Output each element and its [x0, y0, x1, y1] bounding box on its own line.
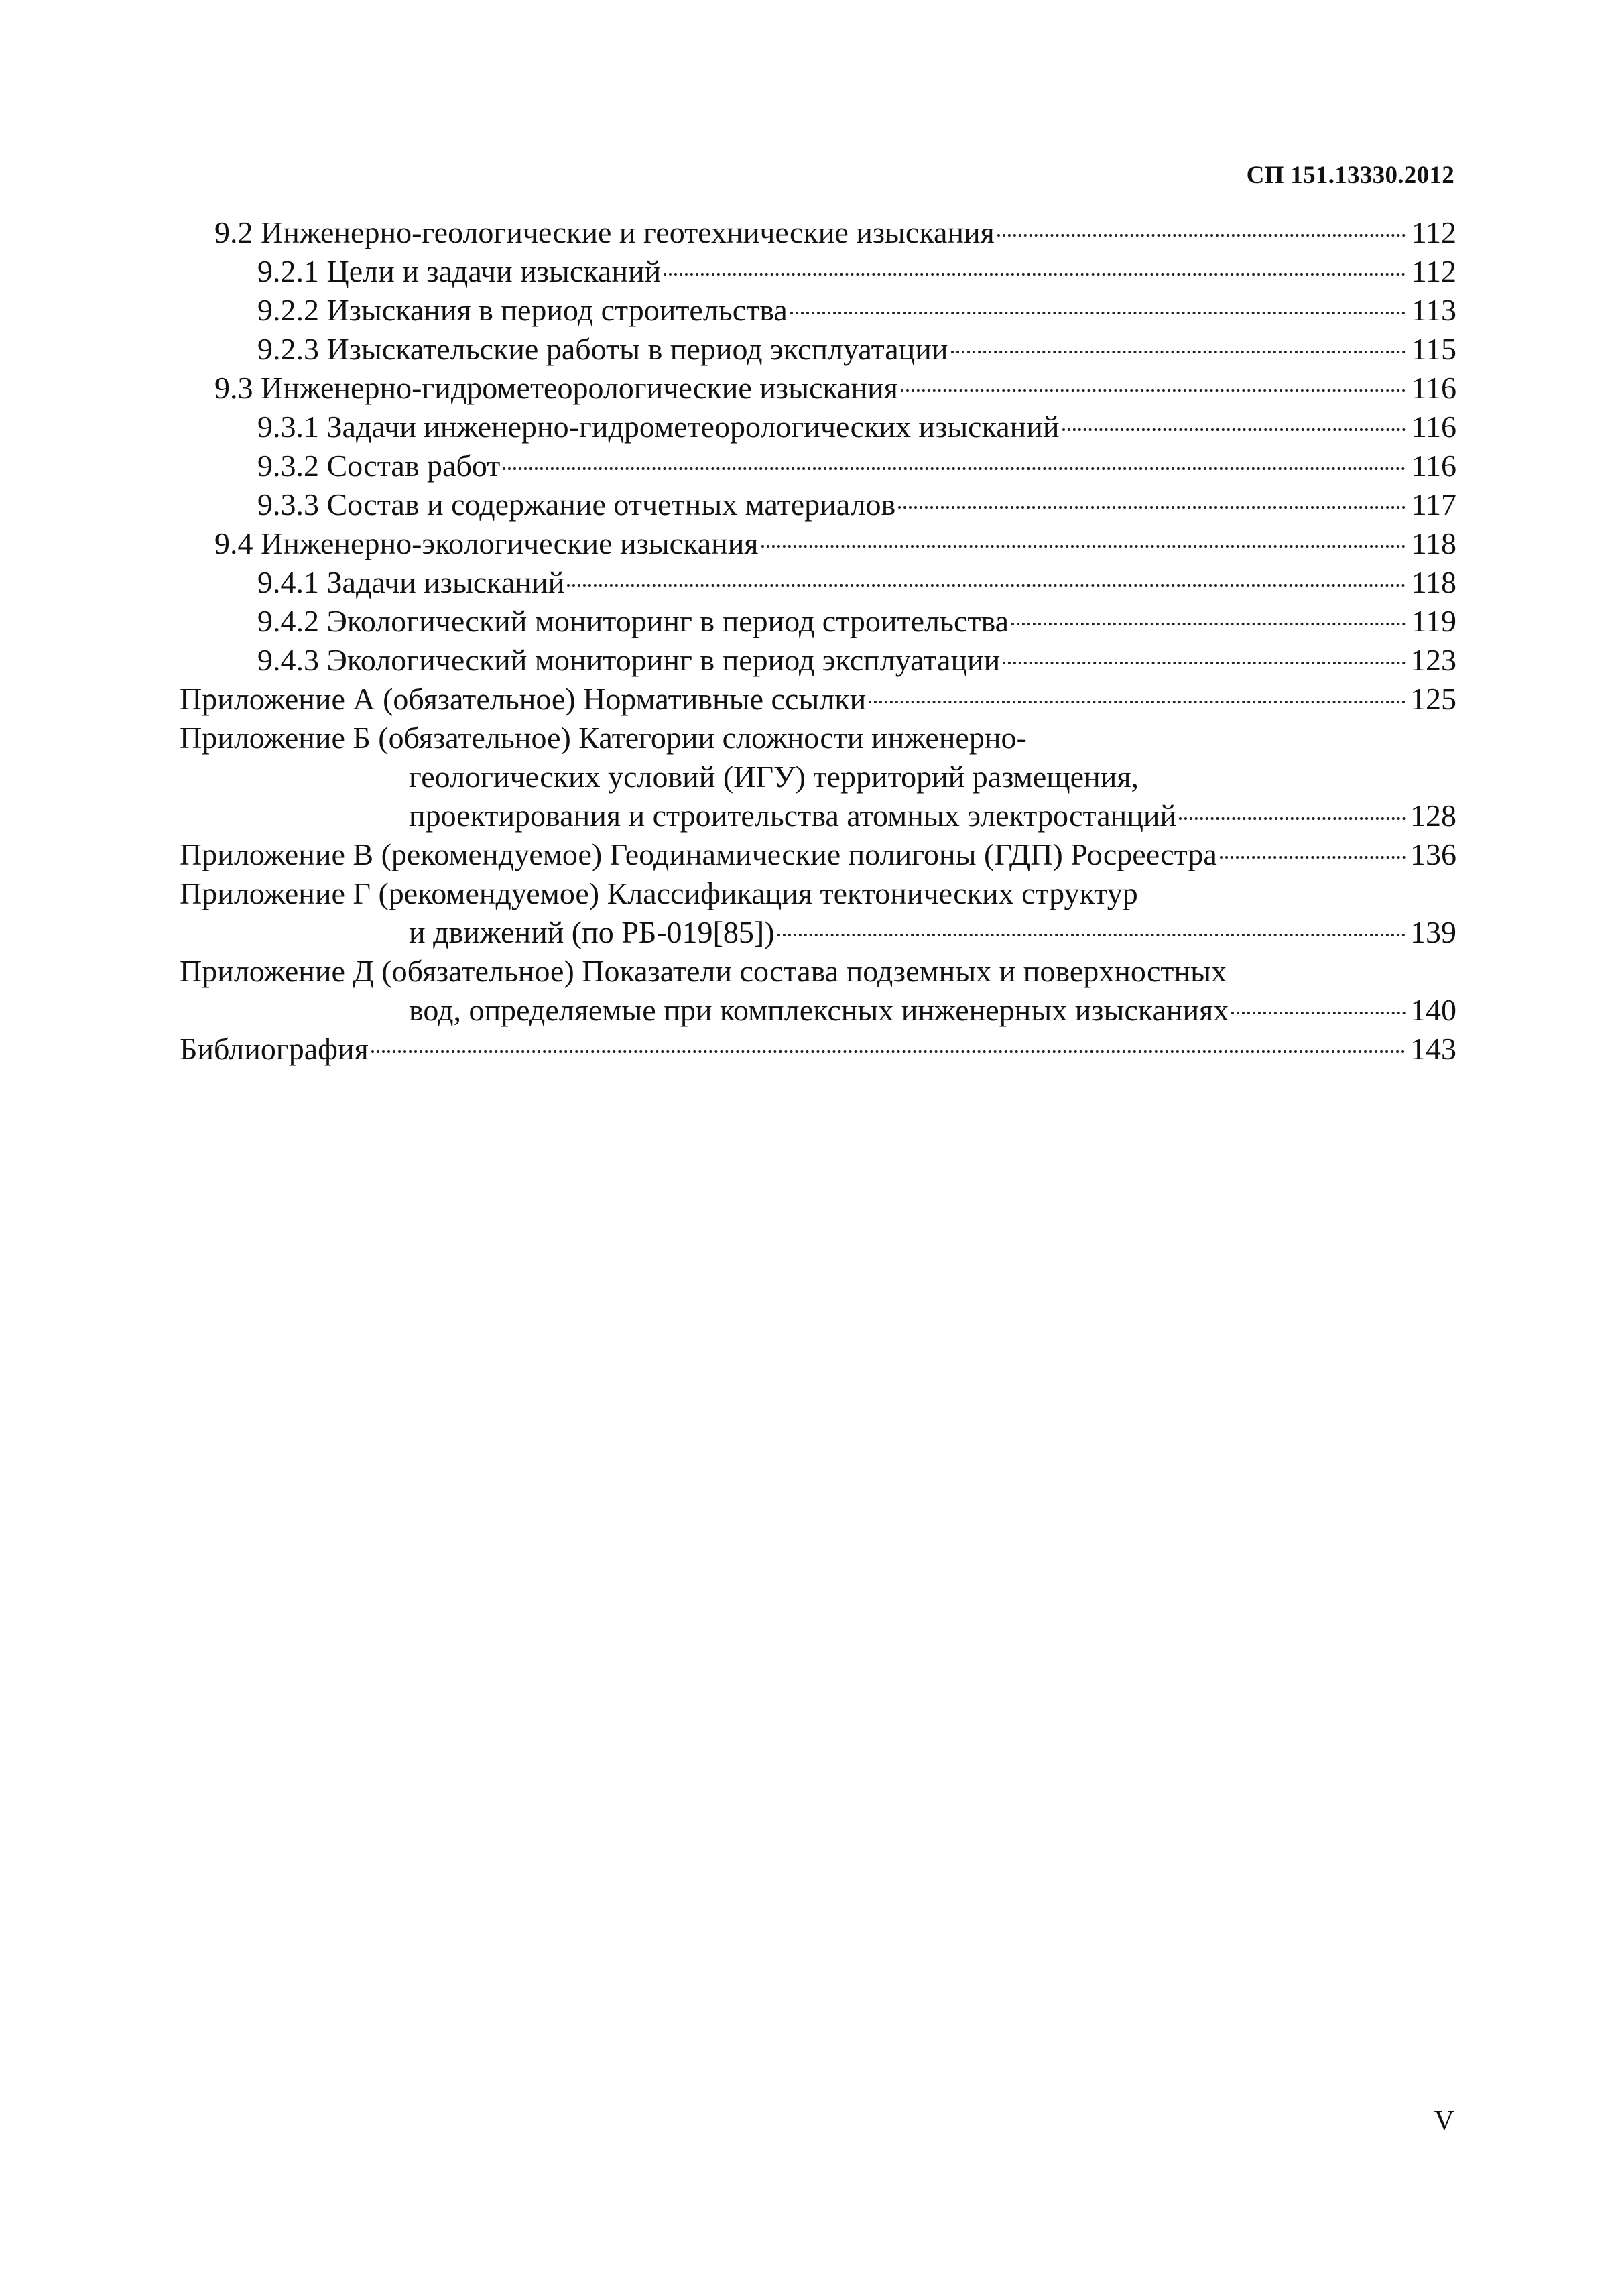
toc-entry-title: Приложение Д (обязательное) Показатели состава подземных и поверхностных — [180, 954, 1227, 988]
toc-entry[interactable] — [180, 602, 1456, 641]
toc-entry-page: 136 — [1410, 837, 1456, 871]
dot-leader — [901, 389, 1406, 392]
dot-leader — [869, 701, 1406, 703]
toc-entry-page: 112 — [1411, 254, 1456, 288]
toc-entry-title: и движений (по РБ-019[85]) — [409, 915, 775, 949]
toc-entry-page: 116 — [1411, 448, 1456, 483]
toc-entry-title: Приложение А (обязательное) Нормативные ссылки — [180, 682, 867, 716]
toc-entry-page: 116 — [1411, 410, 1456, 444]
toc-entry-page: 116 — [1411, 371, 1456, 405]
toc-entry-page: 119 — [1411, 604, 1456, 638]
toc-entry-title: Приложение В (рекомендуемое) Геодинамические полигоны (ГДП) Росреестра — [180, 837, 1217, 871]
toc-entry-title: 9.3.2 Состав работ — [257, 448, 501, 483]
document-code-header: СП 151.13330.2012 — [1246, 162, 1454, 189]
toc-entry-title: 9.4.2 Экологический мониторинг в период строительства — [257, 604, 1009, 638]
toc-entry[interactable] — [180, 252, 1456, 291]
dot-leader — [1062, 428, 1406, 431]
toc-entry[interactable] — [180, 874, 1456, 913]
toc-entry-title: 9.2.1 Цели и задачи изысканий — [257, 254, 662, 288]
toc-entry-title: 9.4.3 Экологический мониторинг в период эксплуатации — [257, 643, 1001, 677]
toc-entry-title: проектирования и строительства атомных электростанций — [409, 798, 1177, 833]
toc-entry-page: 112 — [1411, 215, 1456, 249]
toc-entry-continuation[interactable] — [180, 796, 1456, 835]
dot-leader — [898, 506, 1406, 509]
toc-entry-page: 123 — [1410, 643, 1456, 677]
toc-entry[interactable] — [180, 563, 1456, 602]
dot-leader — [664, 273, 1406, 276]
toc-entry-page: 128 — [1410, 798, 1456, 833]
dot-leader — [371, 1050, 1406, 1053]
toc-entry-page: 143 — [1410, 1032, 1456, 1066]
page-number: V — [1434, 2106, 1454, 2136]
dot-leader — [1231, 1012, 1406, 1014]
toc-entry-page: 125 — [1410, 682, 1456, 716]
toc-entry[interactable] — [180, 446, 1456, 485]
toc-entry[interactable] — [180, 835, 1456, 874]
toc-entry[interactable] — [180, 408, 1456, 446]
toc-entry-page: 115 — [1411, 332, 1456, 366]
dot-leader — [790, 312, 1406, 314]
toc-entry-title: Приложение Б (обязательное) Категории сложности инженерно- — [180, 721, 1027, 755]
toc-entry-title: 9.3.3 Состав и содержание отчетных материалов — [257, 487, 896, 522]
dot-leader — [777, 934, 1406, 936]
toc-entry-page: 113 — [1411, 293, 1456, 327]
toc-entry-title: 9.4 Инженерно-экологические изыскания — [214, 526, 759, 560]
toc-entry[interactable] — [180, 641, 1456, 680]
toc-entry-title: Библиография — [180, 1032, 369, 1066]
toc-entry-title: геологических условий (ИГУ) территорий размещения, — [409, 760, 1139, 794]
toc-entry-page: 140 — [1410, 993, 1456, 1027]
toc-entry-page: 117 — [1411, 487, 1456, 522]
toc-entry[interactable] — [180, 952, 1456, 991]
dot-leader — [761, 545, 1406, 548]
toc-entry-page: 118 — [1411, 526, 1456, 560]
toc-entry[interactable] — [180, 1030, 1456, 1069]
toc-entry[interactable] — [180, 330, 1456, 369]
toc-entry-title: 9.2 Инженерно-геологические и геотехнические изыскания — [214, 215, 995, 249]
toc-entry-title: Приложение Г (рекомендуемое) Классификация тектонических структур — [180, 876, 1138, 910]
toc-entry[interactable] — [180, 291, 1456, 330]
dot-leader — [1011, 623, 1406, 625]
table-of-contents — [180, 213, 1456, 1069]
dot-leader — [503, 467, 1406, 470]
toc-entry-continuation[interactable] — [180, 758, 1456, 796]
toc-entry-title: 9.2.3 Изыскательские работы в период эксплуатации — [257, 332, 948, 366]
toc-entry-continuation[interactable] — [180, 913, 1456, 952]
dot-leader — [1179, 817, 1406, 820]
toc-entry-title: 9.4.1 Задачи изысканий — [257, 565, 565, 599]
toc-entry[interactable] — [180, 213, 1456, 252]
toc-entry-page: 118 — [1411, 565, 1456, 599]
dot-leader — [951, 351, 1406, 353]
dot-leader — [1220, 856, 1406, 859]
toc-entry[interactable] — [180, 524, 1456, 563]
toc-entry[interactable] — [180, 485, 1456, 524]
toc-entry[interactable] — [180, 719, 1456, 758]
toc-entry[interactable] — [180, 369, 1456, 408]
dot-leader — [567, 584, 1406, 587]
toc-entry-title: 9.3.1 Задачи инженерно-гидрометеорологических изысканий — [257, 410, 1060, 444]
toc-entry-title: 9.2.2 Изыскания в период строительства — [257, 293, 788, 327]
toc-entry-title: вод, определяемые при комплексных инженерных изысканиях — [409, 993, 1229, 1027]
toc-entry[interactable] — [180, 680, 1456, 719]
toc-entry-continuation[interactable] — [180, 991, 1456, 1030]
dot-leader — [1003, 662, 1406, 664]
toc-entry-title: 9.3 Инженерно-гидрометеорологические изыскания — [214, 371, 898, 405]
toc-entry-page: 139 — [1410, 915, 1456, 949]
dot-leader — [997, 234, 1406, 237]
